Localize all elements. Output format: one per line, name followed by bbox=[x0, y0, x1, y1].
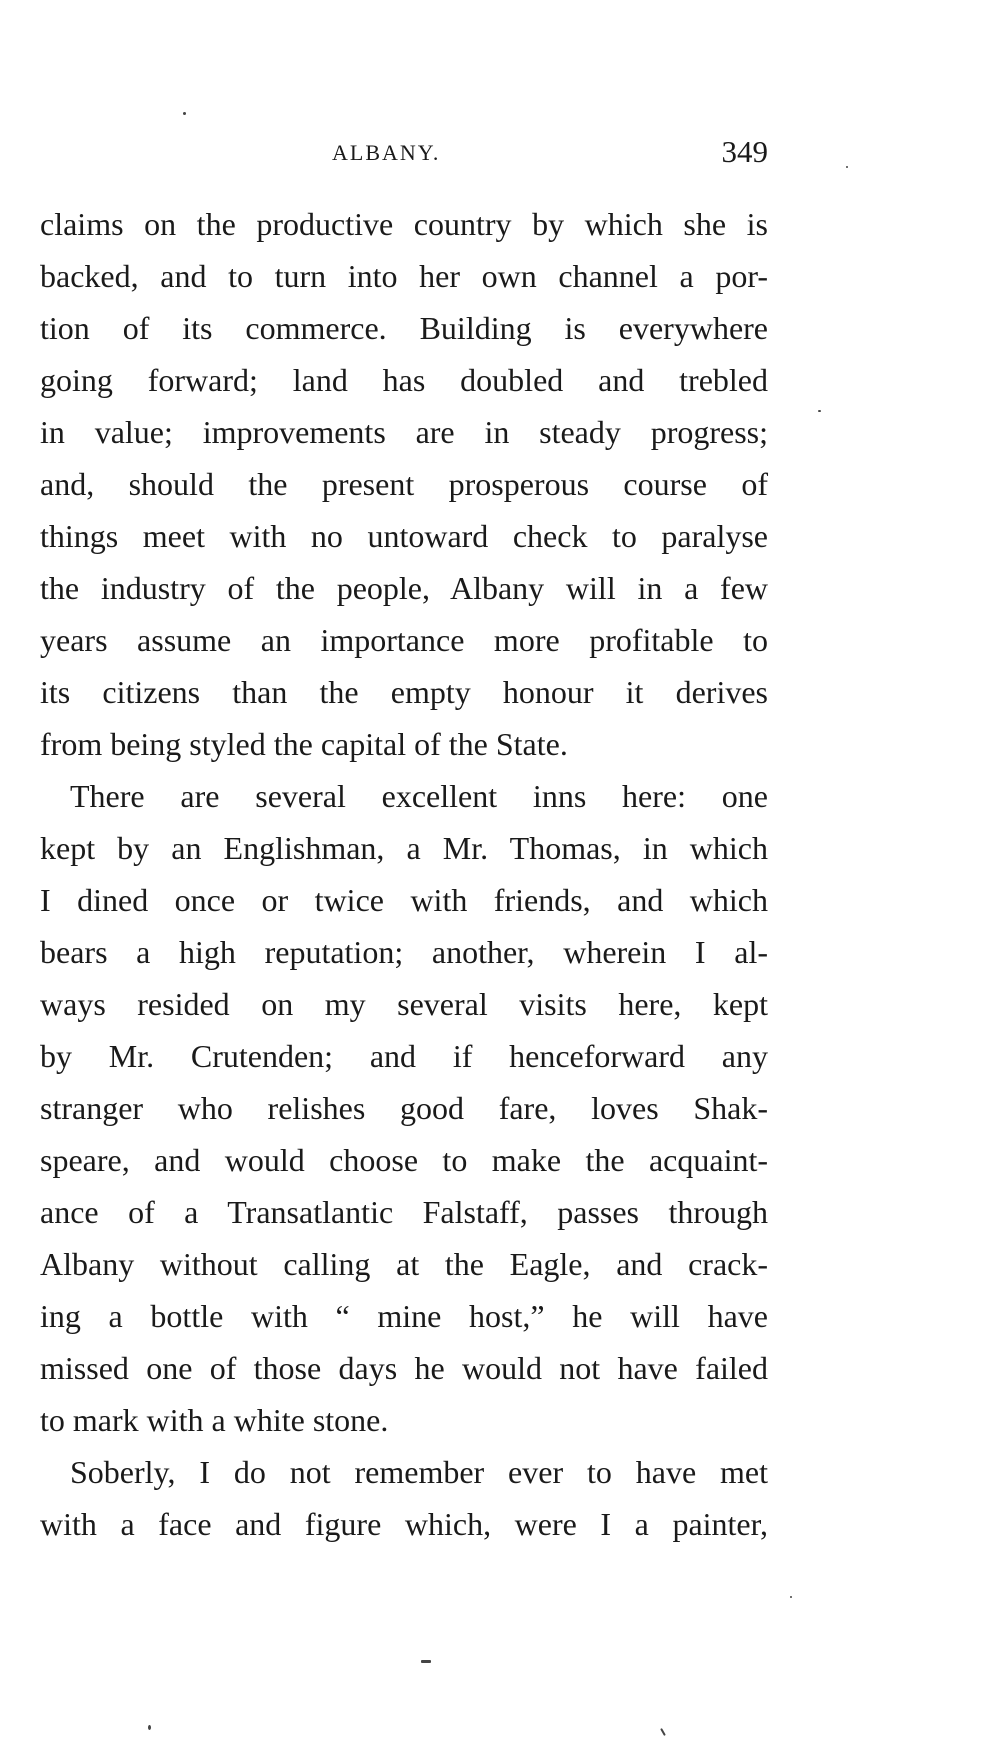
running-head bbox=[40, 134, 768, 178]
text-line: and, should the present prosperous course of bbox=[40, 466, 768, 502]
text-line: I dined once or twice with friends, and which bbox=[40, 882, 768, 918]
text-line: by Mr. Crutenden; and if henceforward any bbox=[40, 1038, 768, 1074]
text-line: ways resided on my several visits here, kept bbox=[40, 986, 768, 1022]
text-line: ing a bottle with “ mine host,” he will have bbox=[40, 1298, 768, 1334]
text-line: backed, and to turn into her own channel a por- bbox=[40, 258, 768, 294]
scan-speck bbox=[660, 1728, 666, 1736]
text-line: speare, and would choose to make the acquaint- bbox=[40, 1142, 768, 1178]
text-line: going forward; land has doubled and trebled bbox=[40, 362, 768, 398]
text-line: missed one of those days he would not have failed bbox=[40, 1350, 768, 1386]
paragraph-start-line: There are several excellent inns here: one bbox=[70, 778, 768, 814]
body-text bbox=[40, 198, 768, 1550]
text-line: things meet with no untoward check to paralyse bbox=[40, 518, 768, 554]
scan-speck bbox=[818, 410, 821, 412]
text-line: ance of a Transatlantic Falstaff, passes through bbox=[40, 1194, 768, 1230]
scan-speck bbox=[148, 1725, 151, 1730]
text-line: Albany without calling at the Eagle, and crack- bbox=[40, 1246, 768, 1282]
scan-speck bbox=[183, 112, 186, 115]
text-line: the industry of the people, Albany will in a few bbox=[40, 570, 768, 606]
paragraph-end-line: to mark with a white stone. bbox=[40, 1402, 389, 1438]
paragraph-end-line: from being styled the capital of the State. bbox=[40, 726, 568, 762]
running-title: ALBANY. bbox=[332, 140, 441, 165]
text-line: in value; improvements are in steady progress; bbox=[40, 414, 768, 450]
text-line: kept by an Englishman, a Mr. Thomas, in which bbox=[40, 830, 768, 866]
text-line: its citizens than the empty honour it derives bbox=[40, 674, 768, 710]
text-line: years assume an importance more profitable to bbox=[40, 622, 768, 658]
text-line: tion of its commerce. Building is everywhere bbox=[40, 310, 768, 346]
scan-speck bbox=[846, 166, 848, 168]
text-line: claims on the productive country by which she is bbox=[40, 206, 768, 242]
scan-speck bbox=[790, 1596, 792, 1598]
text-line: stranger who relishes good fare, loves Shak- bbox=[40, 1090, 768, 1126]
text-line: bears a high reputation; another, wherein I al- bbox=[40, 934, 768, 970]
page-number: 349 bbox=[721, 134, 768, 169]
scan-speck bbox=[421, 1660, 431, 1663]
text-line: with a face and figure which, were I a painter, bbox=[40, 1506, 768, 1542]
paragraph-start-line: Soberly, I do not remember ever to have met bbox=[70, 1454, 768, 1490]
